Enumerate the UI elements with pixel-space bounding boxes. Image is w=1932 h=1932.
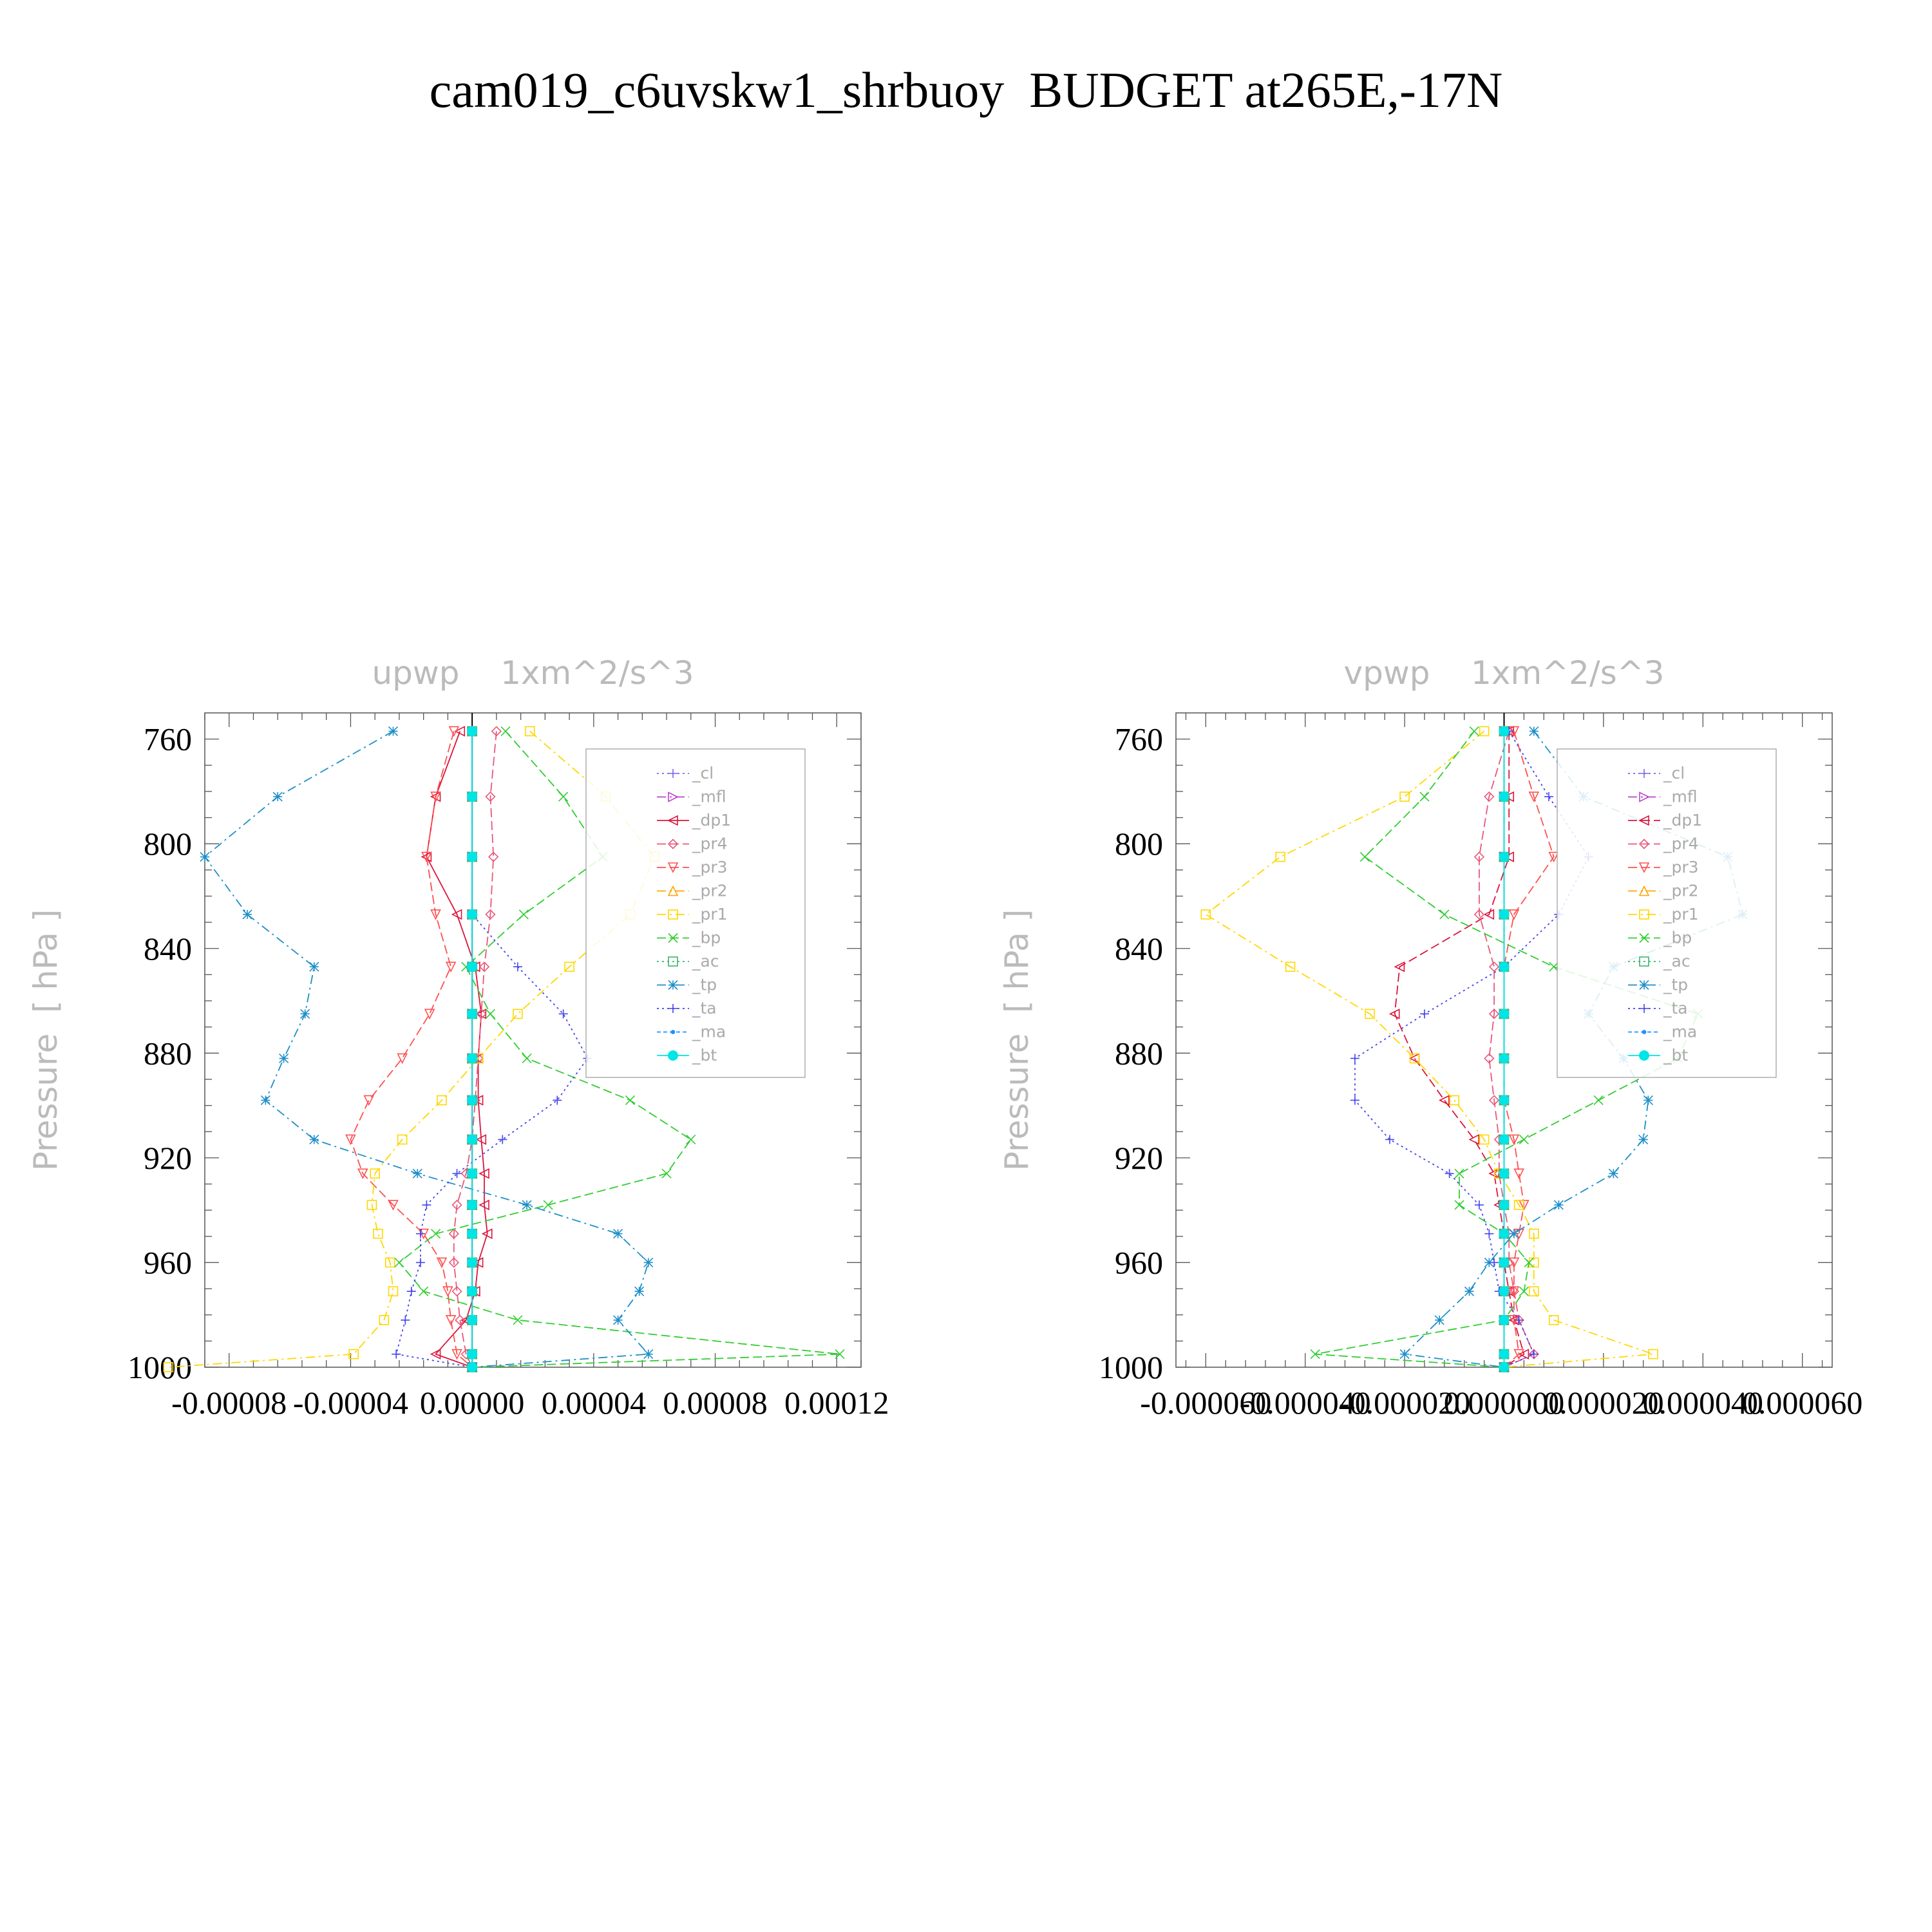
- legend-label: _bt: [692, 1046, 717, 1065]
- legend-label: _bp: [692, 928, 721, 947]
- panel-title: vpwp 1xm^2/s^3: [1343, 654, 1665, 692]
- data-point: [1643, 1095, 1653, 1104]
- series-line: [1355, 731, 1589, 1367]
- legend-label: _bp: [1663, 928, 1692, 947]
- legend-marker: [1639, 1050, 1649, 1061]
- data-point: [1490, 962, 1499, 971]
- data-point: [1594, 1095, 1603, 1104]
- y-tick-label: 1000: [128, 1349, 192, 1385]
- data-point: [1649, 1350, 1658, 1359]
- x-tick-label: -0.000060: [1140, 1385, 1272, 1421]
- legend-label: _cl: [1663, 764, 1685, 782]
- legend-label: _ac: [1663, 952, 1690, 971]
- legend-label: _pr3: [1663, 858, 1699, 876]
- data-point: [1499, 961, 1510, 972]
- data-point: [1530, 726, 1539, 735]
- data-point: [1435, 1316, 1444, 1325]
- x-tick-label: 0.00004: [541, 1385, 647, 1421]
- data-point: [1544, 792, 1553, 801]
- legend-label: _ac: [692, 952, 719, 971]
- y-tick-label: 960: [1115, 1244, 1163, 1281]
- legend-label: _ma: [1663, 1022, 1698, 1041]
- y-tick-label: 800: [1115, 826, 1163, 862]
- data-point: [1499, 791, 1510, 802]
- series-ta: [1350, 726, 1593, 1372]
- data-point: [1499, 1053, 1510, 1063]
- legend-label: _pr2: [692, 881, 728, 900]
- data-point: [1440, 1095, 1449, 1104]
- y-tick-label: 920: [144, 1139, 192, 1176]
- x-tick-label: 0.000060: [1741, 1385, 1863, 1421]
- data-point: [1350, 1054, 1359, 1063]
- figure-title: cam019_c6uvskw1_shrbuoy BUDGET at265E,-17N: [429, 62, 1503, 118]
- data-point: [1484, 1229, 1493, 1238]
- legend-label: _pr1: [692, 905, 728, 923]
- data-point: [1385, 1135, 1394, 1144]
- legend-label: _dp1: [1663, 811, 1703, 829]
- x-tick-label: -0.000040: [1239, 1385, 1371, 1421]
- legend-label: _mfl: [692, 787, 726, 806]
- series-line: [1504, 731, 1554, 1367]
- data-point: [1420, 792, 1429, 801]
- y-tick-label: 960: [144, 1244, 192, 1281]
- data-point: [1470, 1135, 1479, 1144]
- x-tick-label: -0.00004: [292, 1385, 409, 1421]
- data-point: [1400, 1350, 1409, 1359]
- data-point: [1499, 1315, 1510, 1325]
- x-tick-label: 0.000040: [1642, 1385, 1764, 1421]
- data-point: [1519, 1135, 1528, 1144]
- data-point: [1530, 1350, 1539, 1359]
- data-point: [1499, 1286, 1510, 1296]
- x-tick-label: 0.00012: [784, 1385, 889, 1421]
- legend-label: _mfl: [1663, 787, 1698, 806]
- data-point: [1499, 1349, 1510, 1359]
- data-point: [1499, 1009, 1510, 1019]
- legend-label: _pr3: [692, 858, 728, 876]
- y-tick-label: 760: [1115, 721, 1163, 757]
- data-point: [1499, 1362, 1510, 1372]
- y-tick-label: 800: [144, 826, 192, 862]
- data-point: [1499, 1095, 1510, 1105]
- data-point: [1420, 1009, 1429, 1018]
- data-point: [1499, 909, 1510, 920]
- data-point: [1499, 1168, 1510, 1179]
- data-point: [1499, 1134, 1510, 1144]
- data-point: [1499, 726, 1510, 736]
- legend: [1557, 749, 1776, 1077]
- data-point: [1499, 1200, 1510, 1210]
- data-point: [1499, 1229, 1510, 1239]
- x-tick-label: 0.00008: [663, 1385, 768, 1421]
- data-point: [1470, 726, 1479, 735]
- y-axis-label: Pressure [ hPa ]: [998, 909, 1036, 1171]
- series-pr4: [1475, 726, 1539, 1372]
- data-point: [1455, 1200, 1464, 1209]
- data-point: [1490, 1258, 1499, 1267]
- legend-label: _ma: [692, 1022, 726, 1041]
- series-dp1: [1390, 726, 1529, 1372]
- data-point: [1499, 852, 1510, 862]
- data-point: [1499, 1257, 1510, 1267]
- y-tick-label: 920: [1115, 1139, 1163, 1176]
- panel-title: upwp 1xm^2/s^3: [372, 654, 694, 692]
- x-tick-label: 0.000020: [1543, 1385, 1664, 1421]
- data-point: [1276, 853, 1285, 862]
- x-tick-label: 0.000000: [1443, 1385, 1565, 1421]
- y-tick-label: 1000: [1099, 1349, 1163, 1385]
- series-bt: [1499, 726, 1510, 1372]
- x-tick-label: -0.00008: [171, 1385, 287, 1421]
- legend-label: _pr4: [1663, 834, 1699, 853]
- data-point: [1510, 1229, 1519, 1238]
- data-point: [1445, 1169, 1454, 1178]
- y-tick-label: 840: [1115, 930, 1163, 967]
- legend-label: _ta: [692, 999, 717, 1018]
- y-tick-label: 880: [1115, 1035, 1163, 1072]
- legend-label: _bt: [1663, 1046, 1689, 1065]
- legend-marker: [1643, 1030, 1646, 1034]
- legend-marker: [1640, 981, 1649, 990]
- legend-label: _pr4: [692, 834, 728, 853]
- legend-label: _tp: [692, 975, 717, 994]
- x-tick-label: 0.00000: [419, 1385, 525, 1421]
- y-tick-label: 760: [144, 721, 192, 757]
- data-point: [1440, 910, 1449, 919]
- y-tick-label: 880: [144, 1035, 192, 1072]
- data-point: [1554, 1200, 1563, 1209]
- legend-label: _pr1: [1663, 905, 1699, 923]
- data-point: [1464, 1287, 1473, 1296]
- data-point: [1639, 1135, 1648, 1144]
- legend-label: _pr2: [1663, 881, 1699, 900]
- series-line: [1479, 731, 1534, 1367]
- legend-label: _cl: [692, 764, 714, 782]
- x-tick-label: -0.000020: [1339, 1385, 1471, 1421]
- data-point: [1609, 1169, 1618, 1178]
- data-point: [1360, 853, 1369, 862]
- legend-label: _dp1: [692, 811, 732, 829]
- legend-label: _tp: [1663, 975, 1689, 994]
- legend-label: _ta: [1663, 999, 1688, 1018]
- series-pr3: [1500, 726, 1558, 1372]
- y-tick-label: 840: [144, 930, 192, 967]
- y-axis-label: Pressure [ hPa ]: [27, 909, 64, 1171]
